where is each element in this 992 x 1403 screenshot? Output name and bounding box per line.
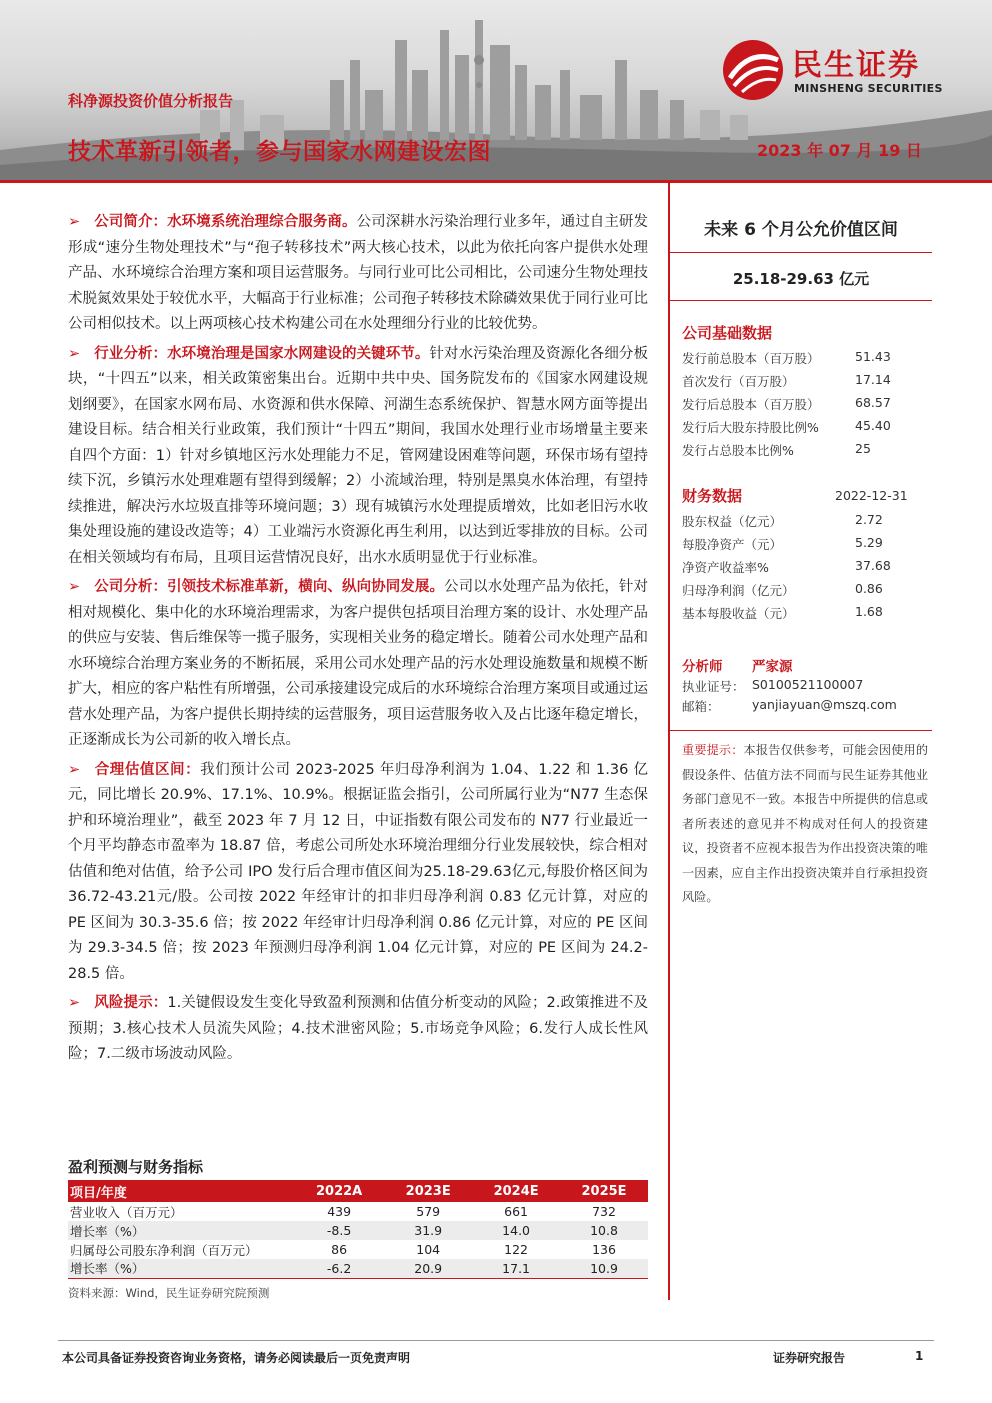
table-header-cell: 2022A xyxy=(294,1180,384,1202)
report-date: 2023 年 07 月 19 日 xyxy=(757,141,922,160)
company-logo xyxy=(720,38,965,102)
table-cell: 增长率（%） xyxy=(68,1221,294,1240)
paragraph-text: 针对水污染治理及资源化各细分板块，“十四五”以来，相关政策密集出台。近期中共中央、国务院发布的《国家水网建设规划纲要》，在国家水网布局、水资源和供水保障、河湖生态系统保护、智慧水网方面等提出建设目标。结合相关行业政策，我们预计“十四五”期间，我国水处理行业市场增量主要来自四个方面：1）针对乡镇地区污水处理能力不足，管网建设困难等问题，环保市场有望持续下沉，乡镇污水处理难题有望得到缓解；2）小流域治理，特别是黑臭水体治理，有望持续推进，解决污水垃圾直排等环境问题；3）现有城镇污水处理提质增效，比如老旧污水收集处理设施的建设改造等；4）工业端污水资源化再生利用，以达到近零排放的目标。公司在相关领域均有布局，且项目运营情况良好，出水水质明显优于行业标准。 xyxy=(68,345,648,566)
email-value[interactable]: yanjiayuan@mszq.com xyxy=(752,697,897,712)
table-cell: 20.9 xyxy=(384,1259,472,1278)
row-value: 68.57 xyxy=(855,395,891,410)
paragraph-company-analysis xyxy=(68,575,648,754)
header-divider xyxy=(0,180,992,183)
financial-data-row xyxy=(682,558,932,580)
page-number: 1 xyxy=(915,1349,924,1363)
financial-data-title: 财务数据 xyxy=(682,487,743,505)
column-divider xyxy=(668,183,670,1300)
paragraph-industry-analysis xyxy=(68,342,648,572)
paragraph-risk xyxy=(68,991,648,1068)
email-label: 邮箱： xyxy=(682,699,720,714)
paragraph-text: 1.关键假设发生变化导致盈利预测和估值分析变动的风险；2.政策推进不及预期；3.核心技术人员流失风险；4.技术泄密风险；5.市场竞争风险；6.发行人成长性风险；7.二级市场波动风险。 xyxy=(68,995,649,1062)
logo-english-name: MINSHENG SECURITIES xyxy=(794,82,943,95)
header-banner xyxy=(0,0,992,182)
row-value: 45.40 xyxy=(855,418,891,433)
basic-data-row xyxy=(682,349,932,371)
table-row xyxy=(68,1202,648,1221)
table-cell: 10.8 xyxy=(560,1221,648,1240)
basic-data-row xyxy=(682,395,932,417)
bullet-arrow-icon: ➢ xyxy=(68,214,81,230)
financial-data-row xyxy=(682,581,932,603)
row-value: 1.68 xyxy=(855,604,883,619)
paragraph-text: 我们预计公司 2023-2025 年归母净利润为 1.04、1.22 和 1.36 亿元，同比增长 20.9%、17.1%、10.9%。根据证监会指引，公司所属行业为“N77 生态保护和环境治理业”，截至 2023 年 7 月 12 日，中证指数有限公司发布的 N77 行业最近一个月平均静态市盈率为 18.87 倍，考虑公司所处水环境治理细分行业发展较快，综合相对估值和绝对估值，给予公司 IPO 发行后合理市值区间为25.18-29.63亿元,每股价格区间为36.72-43.21元/股。公司按 2022 年经审计的扣非归母净利润 0.83 亿元计算，对应的 PE 区间为 30.3-35.6 倍；按 2022 年经审计归母净利润 0.86 亿元计算，对应的 PE 区间为 29.3-34.5 倍；按 2023 年预测归母净利润 1.04 亿元计算，对应的 PE 区间为 24.2-28.5 倍。 xyxy=(68,761,649,982)
table-cell: 661 xyxy=(504,1204,529,1219)
financials-source: 资料来源：Wind，民生证券研究院预测 xyxy=(68,1286,270,1300)
paragraph-lead: 合理估值区间： xyxy=(94,761,201,778)
table-cell: 104 xyxy=(416,1242,441,1257)
table-header-cell: 2023E xyxy=(384,1180,472,1202)
notice-lead: 重要提示： xyxy=(682,743,744,757)
table-cell: 86 xyxy=(331,1242,348,1257)
basic-data-row xyxy=(682,372,932,394)
bullet-arrow-icon: ➢ xyxy=(68,345,81,362)
fair-value-title: 未来 6 个月公允价值区间 xyxy=(704,220,898,240)
footer-divider xyxy=(58,1340,934,1341)
logo-chinese-name: 民生证券 xyxy=(792,48,920,83)
table-cell: 732 xyxy=(592,1204,616,1219)
row-value: 51.43 xyxy=(855,349,891,364)
analyst-name: 严家源 xyxy=(752,659,793,675)
row-value: 2.72 xyxy=(855,512,883,527)
row-value: 5.29 xyxy=(855,535,883,550)
notice-text: 本报告仅供参考，可能会因使用的假设条件、估值方法不同而与民生证券其他业务部门意见不一致。本报告中所提供的信息或者所表述的意见并不构成对任何人的投资建议，投资者不应视本报告为作出投资决策的唯一因素，应自主作出投资决策并自行承担投资风险。 xyxy=(682,743,929,904)
row-value: 37.68 xyxy=(855,558,891,573)
paragraph-company-intro xyxy=(68,210,648,338)
table-cell: -8.5 xyxy=(294,1221,384,1240)
table-cell: 17.1 xyxy=(472,1259,560,1278)
bullet-arrow-icon: ➢ xyxy=(68,579,81,595)
table-cell: 122 xyxy=(504,1242,529,1257)
license-label: 执业证号： xyxy=(682,679,745,694)
paragraph-lead: 风险提示： xyxy=(94,995,168,1011)
financial-data-row xyxy=(682,512,932,534)
main-content xyxy=(68,210,648,1072)
fair-value-range: 25.18-29.63 亿元 xyxy=(732,270,870,288)
side-divider xyxy=(670,252,932,253)
paragraph-lead: 行业分析：水环境治理是国家水网建设的关键环节。 xyxy=(94,345,430,362)
table-cell: 归属母公司股东净利润（百万元） xyxy=(70,1242,258,1258)
table-cell: -6.2 xyxy=(294,1259,384,1278)
basic-data-row xyxy=(682,418,932,440)
table-row xyxy=(68,1240,648,1259)
paragraph-lead: 公司分析：引领技术标准革新，横向、纵向协同发展。 xyxy=(94,579,445,595)
report-title: 技术革新引领者，参与国家水网建设宏图 xyxy=(68,139,491,165)
paragraph-valuation xyxy=(68,758,648,988)
row-key: 股东权益（亿元） xyxy=(682,514,783,529)
basic-data-row xyxy=(682,441,932,463)
table-header-row xyxy=(68,1180,648,1202)
bullet-arrow-icon: ➢ xyxy=(68,761,81,778)
table-cell: 10.9 xyxy=(560,1259,648,1278)
row-value: 25 xyxy=(855,441,871,456)
analyst-license xyxy=(682,677,864,695)
row-key: 发行占总股本比例% xyxy=(682,443,794,458)
footer-report-type: 证券研究报告 xyxy=(773,1351,846,1365)
table-row xyxy=(68,1259,648,1278)
table-header-cell: 2025E xyxy=(560,1180,648,1202)
row-key: 净资产收益率% xyxy=(682,560,769,575)
table-header-cell: 项目/年度 xyxy=(68,1180,294,1202)
side-divider xyxy=(670,730,932,731)
logo-emblem-icon xyxy=(720,38,786,102)
important-notice xyxy=(682,738,928,910)
financial-data-row xyxy=(682,604,932,626)
basic-data-title: 公司基础数据 xyxy=(682,324,773,342)
report-series-title: 科净源投资价值分析报告 xyxy=(68,92,234,110)
paragraph-lead: 公司简介：水环境系统治理综合服务商。 xyxy=(94,214,357,230)
bullet-arrow-icon: ➢ xyxy=(68,995,81,1011)
row-value: 0.86 xyxy=(855,581,883,596)
analyst-label: 分析师 xyxy=(682,659,723,675)
table-cell: 31.9 xyxy=(384,1221,472,1240)
paragraph-text: 公司深耕水污染治理行业多年，通过自主研发形成“速分生物处理技术”与“孢子转移技术”两大核心技术，以此为依托向客户提供水处理产品、水环境综合治理方案和项目运营服务。与同行业可比公司相比，公司速分生物处理技术脱氮效果处于较优水平，大幅高于行业标准；公司孢子转移技术除磷效果优于同行业可比公司相似技术。以上两项核心技术构建公司在水处理细分行业的比较优势。 xyxy=(68,214,648,332)
financials-table xyxy=(68,1180,648,1279)
table-header-cell: 2024E xyxy=(472,1180,560,1202)
row-key: 每股净资产（元） xyxy=(682,537,783,552)
analyst-email xyxy=(682,697,897,715)
table-row xyxy=(68,1221,648,1240)
table-cell: 增长率（%） xyxy=(68,1259,294,1278)
table-cell: 14.0 xyxy=(472,1221,560,1240)
row-key: 发行后总股本（百万股） xyxy=(682,397,820,412)
table-cell: 136 xyxy=(592,1242,616,1257)
financials-title: 盈利预测与财务指标 xyxy=(68,1158,204,1176)
row-key: 基本每股收益（元） xyxy=(682,606,795,621)
paragraph-text: 公司以水处理产品为依托，针对相对规模化、集中化的水环境治理需求，为客户提供包括项目治理方案的设计、水处理产品的供应与安装、售后维保等一揽子服务，实现相关业务的稳定增长。随着公司水处理产品和水环境综合治理方案业务的不断拓展，采用公司水处理产品的污水处理设施数量和规模不断扩大，相应的客户粘性有所增强，公司承接建设完成后的水环境综合治理方案项目或通过运营水处理产品，为客户提供长期持续的运营服务，项目运营服务收入及占比逐年稳定增长，正逐渐成长为公司新的收入增长点。 xyxy=(68,579,649,748)
row-key: 首次发行（百万股） xyxy=(682,374,795,389)
financial-data-row xyxy=(682,535,932,557)
row-key: 发行前总股本（百万股） xyxy=(682,351,820,366)
row-key: 发行后大股东持股比例% xyxy=(682,420,819,435)
side-divider xyxy=(670,300,932,301)
table-cell: 营业收入（百万元） xyxy=(70,1204,183,1220)
table-cell: 579 xyxy=(416,1204,441,1219)
table-cell: 439 xyxy=(327,1204,352,1219)
license-value: S0100521100007 xyxy=(752,677,864,692)
financial-data-date: 2022-12-31 xyxy=(835,488,908,503)
footer-disclaimer: 本公司具备证券投资咨询业务资格，请务必阅读最后一页免责声明 xyxy=(62,1351,411,1365)
row-value: 17.14 xyxy=(855,372,891,387)
row-key: 归母净利润（亿元） xyxy=(682,583,795,598)
